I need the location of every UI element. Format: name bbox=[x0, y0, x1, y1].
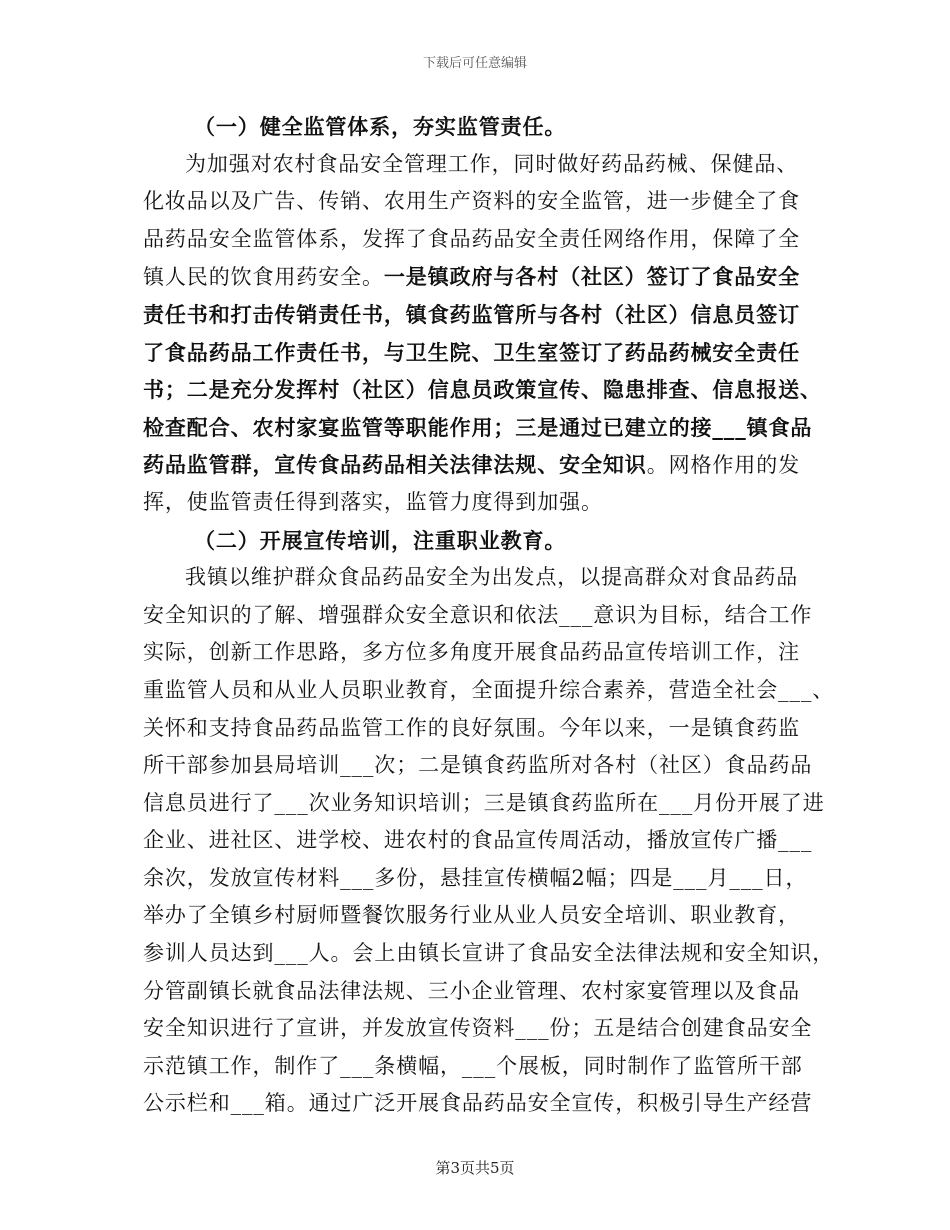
paragraph-line bbox=[143, 258, 811, 296]
paragraph-line: 书；二是充分发挥村（社区）信息员政策宣传、隐患排查、信息报送、 bbox=[143, 377, 822, 403]
section-heading: （一）健全监管体系，夯实监管责任。 bbox=[194, 114, 567, 139]
paragraph-line: 了食品药品工作责任书，与卫生院、卫生室签订了药品药械安全责任 bbox=[143, 339, 800, 365]
paragraph-line: 实际，创新工作思路，多方位多角度开展食品药品宣传培训工作，注 bbox=[143, 640, 800, 665]
paragraph-line bbox=[143, 446, 811, 484]
paragraph-line: 化妆品以及广告、传销、农用生产资料的安全监管，进一步健全了食 bbox=[143, 189, 800, 214]
paragraph-line: 我镇以维护群众食品药品安全为出发点，以提高群众对食品药品 bbox=[185, 565, 799, 590]
bold-text-run: 一是镇政府与各村（社区）签订了食品安全 bbox=[383, 264, 801, 290]
text-run: 镇人民的饮食用药安全。 bbox=[143, 265, 384, 290]
document-body bbox=[143, 108, 835, 1123]
paragraph-line: 关怀和支持食品药品监管工作的良好氛围。今年以来，一是镇食药监 bbox=[143, 715, 800, 740]
paragraph-line: 所干部参加县局培训___次；二是镇食药监所对各村（社区）食品药品 bbox=[143, 753, 813, 778]
paragraph-line: 检查配合、农村家宴监管等职能作用；三是通过已建立的接___镇食品 bbox=[143, 414, 813, 440]
paragraph-line: 安全知识进行了宣讲，并发放宣传资料___份；五是结合创建食品安全 bbox=[143, 1016, 813, 1041]
paragraph-line: 示范镇工作，制作了___条横幅，___个展板，同时制作了监管所干部 bbox=[143, 1053, 803, 1078]
section-heading: （二）开展宣传培训，注重职业教育。 bbox=[194, 527, 567, 553]
text-run: 。网格作用的发 bbox=[646, 453, 801, 478]
paragraph-line: 安全知识的了解、增强群众安全意识和依法___意识为目标，结合工作 bbox=[143, 602, 813, 627]
paragraph-line: 信息员进行了___次业务知识培训；三是镇食药监所在___月份开展了进 bbox=[143, 790, 825, 815]
paragraph-line: 责任书和打击传销责任书，镇食药监管所与各村（社区）信息员签订 bbox=[143, 301, 800, 327]
paragraph-line: 余次，发放宣传材料___多份，悬挂宣传横幅2幅；四是___月___日， bbox=[143, 865, 808, 890]
paragraph-line: 为加强对农村食品安全管理工作，同时做好药品药械、保健品、 bbox=[185, 151, 799, 176]
page-footer: 第3页共5页 bbox=[435, 1159, 515, 1177]
bold-text-run: 药品监管群，宣传食品药品相关法律法规、安全知识 bbox=[143, 452, 647, 478]
page-header: 下载后可任意编辑 bbox=[422, 56, 527, 71]
paragraph-line: 参训人员达到___人。会上由镇长宣讲了食品安全法律法规和安全知识， bbox=[143, 941, 835, 966]
paragraph-line: 公示栏和___箱。通过广泛开展食品药品安全宣传，积极引导生产经营 bbox=[143, 1091, 813, 1116]
paragraph-line: 重监管人员和从业人员职业教育，全面提升综合素养，营造全社会___、 bbox=[143, 677, 835, 702]
paragraph-line: 举办了全镇乡村厨师暨餐饮服务行业从业人员安全培训、职业教育， bbox=[143, 903, 800, 928]
paragraph-line: 企业、进社区、进学校、进农村的食品宣传周活动，播放宣传广播___ bbox=[143, 828, 813, 853]
paragraph-line: 品药品安全监管体系，发挥了食品药品安全责任网络作用，保障了全 bbox=[143, 226, 800, 251]
paragraph-line: 分管副镇长就食品法律法规、三小企业管理、农村家宴管理以及食品 bbox=[143, 978, 800, 1003]
paragraph-line: 挥，使监管责任得到落实，监管力度得到加强。 bbox=[143, 489, 603, 514]
